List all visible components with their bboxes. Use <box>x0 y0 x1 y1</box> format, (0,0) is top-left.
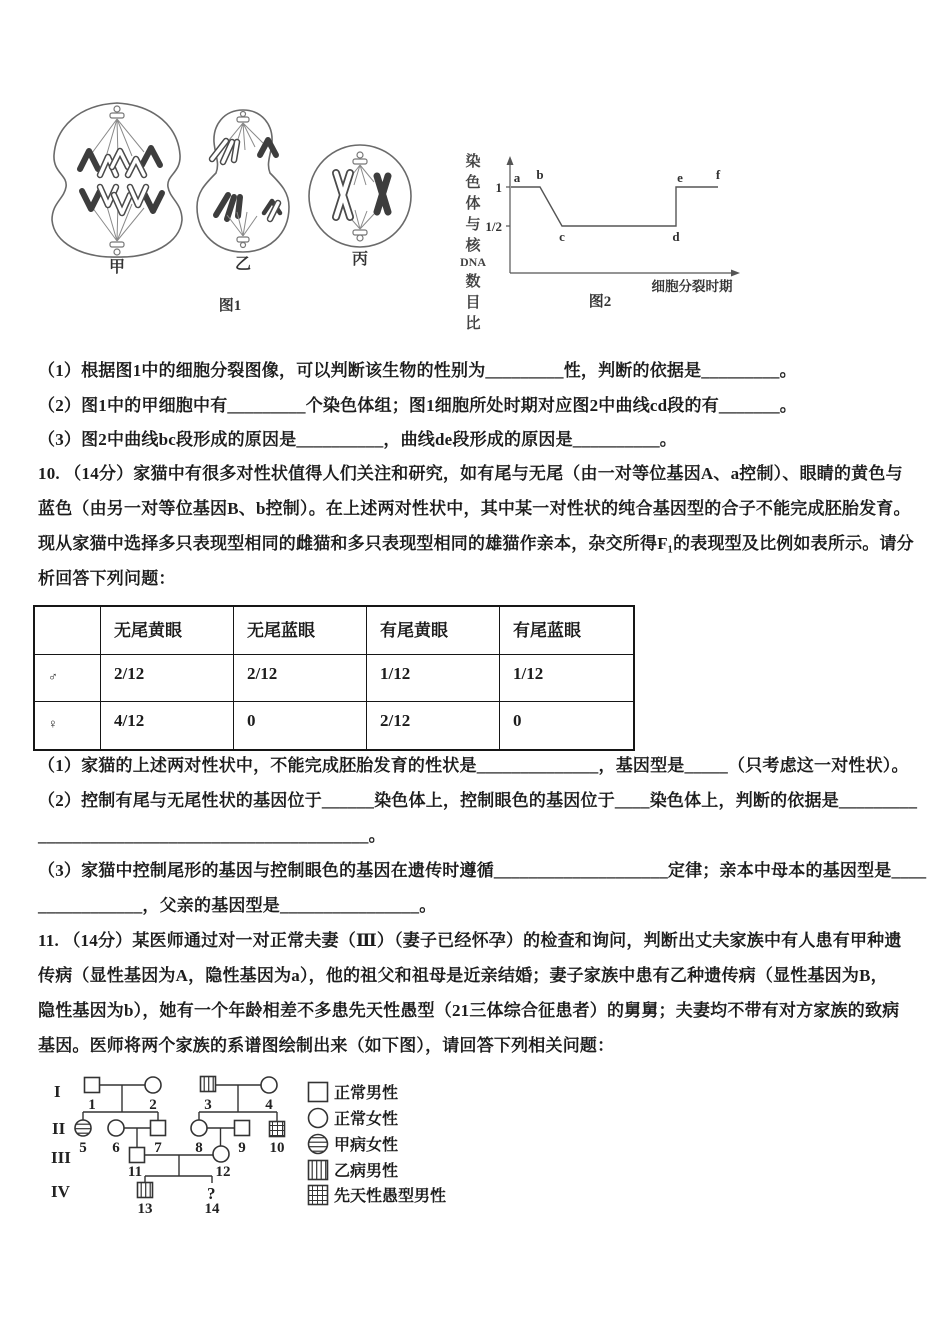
q11-stem-line-1: 11. （14分）某医师通过对一对正常夫妻（Ⅲ）（妻子已经怀孕）的检查和询问，判断出丈夫家族中有人患有甲种遗 <box>38 931 902 950</box>
table-cell: 2/12 <box>101 655 234 702</box>
table-cell: 1/12 <box>367 655 500 702</box>
member-1-normal-male <box>85 1078 100 1093</box>
figure1-cell-division <box>40 95 420 320</box>
member-number: 11 <box>127 1164 143 1180</box>
legend-diseaseB-male-icon <box>309 1161 328 1180</box>
point-label-f: f <box>715 167 721 182</box>
q11-stem-line-2: 传病（显性基因为A，隐性基因为a），他的祖父和祖母是近亲结婚；妻子家族中患有乙种遗传病（显性基因为B， <box>38 966 888 985</box>
cell-yi-label: 乙 <box>234 256 252 273</box>
y-tick-half: 1/2 <box>485 219 502 234</box>
member-6-normal-female <box>108 1120 124 1136</box>
member-number: 2 <box>149 1097 157 1113</box>
y-tick-1: 1 <box>495 180 502 195</box>
table-header-tailed-yellow: 有尾黄眼 <box>367 607 500 655</box>
legend-label: 甲病女性 <box>334 1137 399 1154</box>
q10-item-1: （1）家猫的上述两对性状中，不能完成胚胎发育的性状是______________，基因型是_____（只考虑这一对性状）。 <box>38 756 909 775</box>
legend-label: 正常女性 <box>334 1111 399 1128</box>
y-axis-char-dna: DNA <box>460 255 486 269</box>
member-14-unknown: ? <box>207 1184 216 1203</box>
point-label-c: c <box>559 229 565 244</box>
member-number: 10 <box>269 1140 285 1156</box>
table-corner-cell <box>35 607 101 655</box>
member-number: 6 <box>112 1140 120 1156</box>
figure2-curve <box>511 187 718 226</box>
member-5-diseaseA-female <box>75 1120 91 1136</box>
member-2-normal-female <box>145 1077 161 1093</box>
generation-label-3: III <box>51 1148 71 1167</box>
figure2-caption: 图2 <box>588 294 612 310</box>
legend-normal-female-icon <box>309 1109 328 1128</box>
member-8-normal-female <box>191 1120 207 1136</box>
y-axis-char: 比 <box>465 316 481 332</box>
cell-jia-drawing <box>52 103 182 257</box>
point-label-d: d <box>672 229 680 244</box>
y-axis-char: 染 <box>465 154 481 170</box>
legend-normal-male-icon <box>309 1083 328 1102</box>
figure2-chart <box>450 145 790 320</box>
legend-label: 正常男性 <box>334 1085 399 1102</box>
legend-diseaseA-female-icon <box>309 1135 328 1154</box>
member-number: 1 <box>88 1097 96 1113</box>
member-number: 13 <box>137 1201 153 1217</box>
cell-bing-drawing <box>309 145 411 247</box>
q10-item-2: （2）控制有尾与无尾性状的基因位于______染色体上，控制眼色的基因位于____染色体上，判断的依据是_________ <box>38 791 918 810</box>
q9-item-2: （2）图1中的甲细胞中有_________个染色体组；图1细胞所处时期对应图2中曲线cd段的有_______。 <box>38 396 797 415</box>
legend-label: 乙病男性 <box>334 1163 399 1180</box>
q11-stem-line-4: 基因。医师将两个家族的系谱图绘制出来（如下图），请回答下列相关问题： <box>38 1036 615 1055</box>
member-4-normal-female <box>261 1077 277 1093</box>
member-number: 4 <box>265 1097 273 1113</box>
table-cell: 0 <box>234 702 367 749</box>
member-number: 7 <box>154 1140 162 1156</box>
q10-stem-line-3: 现从家猫中选择多只表现型相同的雌猫和多只表现型相同的雄猫作亲本，杂交所得F₁的表现型及比例如表所示。请分 <box>38 534 914 553</box>
generation-label-2: II <box>52 1119 66 1138</box>
table-header-tailless-blue: 无尾蓝眼 <box>234 607 367 655</box>
member-number: 5 <box>79 1140 87 1156</box>
member-9-normal-male <box>235 1121 250 1136</box>
q10-stem-line-1: 10. （14分）家猫中有很多对性状值得人们关注和研究，如有尾与无尾（由一对等位基因A、a控制）、眼睛的黄色与 <box>38 464 903 483</box>
cell-bing-label: 丙 <box>351 251 369 268</box>
q11-stem-line-3: 隐性基因为b），她有一个年龄相差不多患先天性愚型（21三体综合征患者）的舅舅；夫妻均不带有对方家族的致病 <box>38 1001 900 1020</box>
q9-item-3: （3）图2中曲线bc段形成的原因是__________，曲线de段形成的原因是__________。 <box>38 430 677 449</box>
member-number: 12 <box>215 1164 231 1180</box>
generation-label-1: I <box>54 1082 61 1101</box>
table-header-tailless-yellow: 无尾黄眼 <box>101 607 234 655</box>
y-axis-char: 色 <box>465 175 481 191</box>
y-axis-char: 数 <box>465 274 481 290</box>
point-label-e: e <box>677 170 683 185</box>
member-3-diseaseB-male <box>201 1077 216 1092</box>
y-axis-char: 核 <box>465 238 481 254</box>
table-cell: 1/12 <box>500 655 633 702</box>
q9-item-1: （1）根据图1中的细胞分裂图像，可以判断该生物的性别为_________性，判断的依据是_________。 <box>38 361 797 380</box>
point-label-b: b <box>536 167 544 182</box>
q10-stem-line-2: 蓝色（由另一对等位基因B、b控制）。在上述两对性状中，其中某一对性状的纯合基因型的合子不能完成胚胎发育。 <box>38 499 911 518</box>
pedigree-legend <box>309 1083 447 1206</box>
member-number: 8 <box>195 1140 203 1156</box>
member-13-diseaseB-male <box>138 1183 153 1198</box>
member-number: 9 <box>238 1140 246 1156</box>
phenotype-ratio-table <box>33 605 635 751</box>
q10-item-3-cont: ____________，父亲的基因型是________________。 <box>38 896 437 915</box>
male-symbol: ♂ <box>35 655 101 702</box>
member-10-trisomy-male <box>270 1122 285 1137</box>
pedigree-chart <box>40 1068 500 1238</box>
point-label-a: a <box>513 170 521 185</box>
member-11-normal-male <box>130 1148 145 1163</box>
cell-yi-drawing <box>197 110 289 252</box>
table-cell: 2/12 <box>234 655 367 702</box>
member-number: 14 <box>204 1201 220 1217</box>
figure1-caption: 图1 <box>218 298 242 314</box>
table-cell: 4/12 <box>101 702 234 749</box>
member-12-normal-female <box>213 1146 229 1162</box>
legend-trisomy-male-icon <box>309 1186 328 1205</box>
x-axis-label: 细胞分裂时期 <box>651 279 733 294</box>
female-symbol: ♀ <box>35 702 101 749</box>
y-axis-char: 体 <box>465 196 481 212</box>
member-7-normal-male <box>151 1121 166 1136</box>
member-number: 3 <box>204 1097 212 1113</box>
table-cell: 2/12 <box>367 702 500 749</box>
cell-jia-label: 甲 <box>108 259 126 276</box>
legend-label: 先天性愚型男性 <box>334 1188 447 1205</box>
q10-item-2-cont: ______________________________________。 <box>38 826 386 845</box>
y-axis-char: 与 <box>465 217 481 233</box>
generation-label-4: IV <box>51 1182 70 1201</box>
q10-stem-line-4: 析回答下列问题： <box>38 569 176 588</box>
q10-item-3: （3）家猫中控制尾形的基因与控制眼色的基因在遗传时遵循____________________定律；亲本中母本的基因型是____ <box>38 861 927 880</box>
y-axis-char: 目 <box>465 295 481 311</box>
table-header-tailed-blue: 有尾蓝眼 <box>500 607 633 655</box>
table-cell: 0 <box>513 711 522 730</box>
